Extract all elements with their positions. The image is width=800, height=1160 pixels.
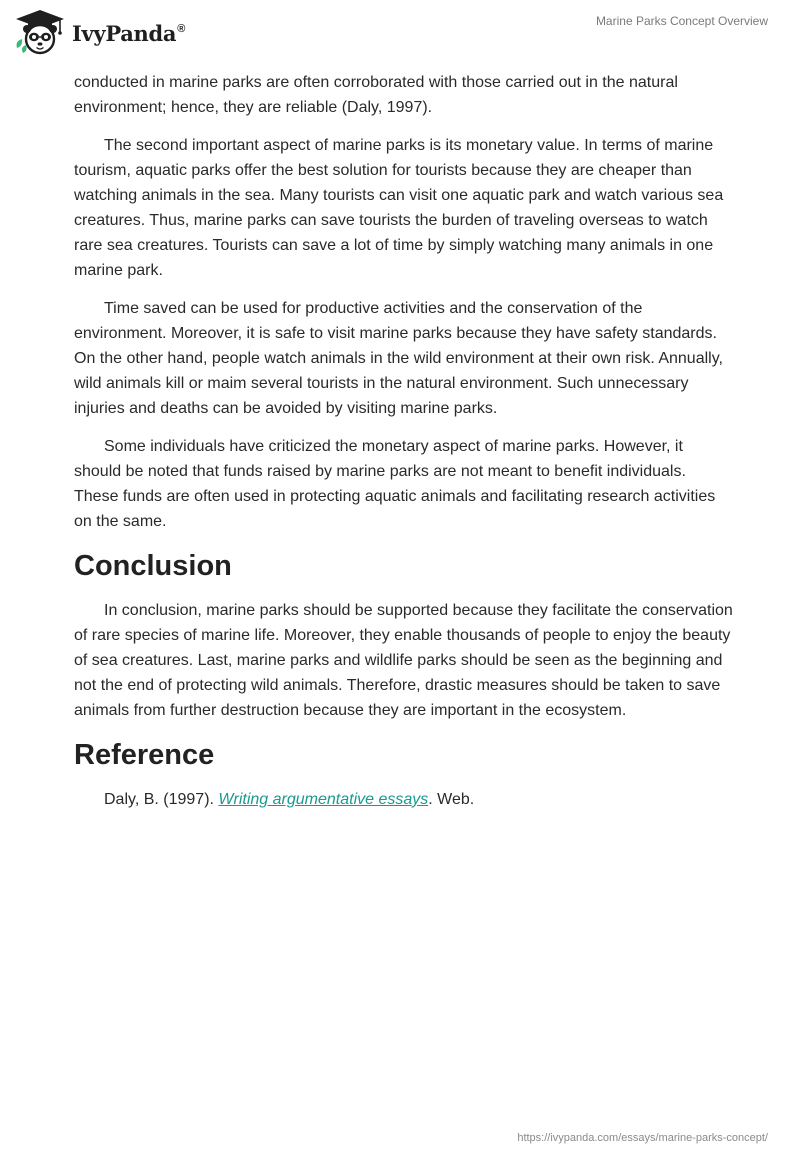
ivypanda-logo[interactable] — [14, 8, 185, 56]
reference-heading: Reference — [74, 739, 215, 771]
paragraph-conclusion: In conclusion, marine parks should be supported because they facilitate the conservation of rare species of marine life. Moreover, they enable thousands of people to enjoy the beauty of sea creatures. Last, marine parks and wildlife parks should be seen as the beginning and not the end of protecting wild animals. Therefore, drastic measures should be taken to save animals from further destruction because they are important in the ecosystem. — [74, 602, 733, 719]
paragraph-monetary-value: The second important aspect of marine parks is its monetary value. In terms of marine tourism, aquatic parks offer the best solution for tourists because they are cheaper than watching animals in the sea. Many tourists can visit one aquatic park and watch various sea creatures. Thus, marine parks can save tourists the burden of traveling overseas to watch rare sea creatures. Tourists can save a lot of time by simply watching many animals in one marine park. — [74, 137, 724, 279]
reference-author-year: Daly, B. (1997). — [104, 791, 219, 808]
registered-mark: ® — [177, 22, 186, 35]
conclusion-heading: Conclusion — [74, 550, 232, 582]
document-title: Marine Parks Concept Overview — [595, 14, 768, 28]
reference-title-link[interactable]: Writing argumentative essays — [218, 791, 429, 808]
brand-name: IvyPanda® — [72, 20, 186, 46]
reference-suffix: . Web. — [428, 791, 475, 808]
panda-graduate-icon — [14, 8, 66, 56]
paragraph-criticism: Some individuals have criticized the monetary aspect of marine parks. However, it should be noted that funds raised by marine parks are not meant to benefit individuals. These funds are often used in protecting aquatic animals and facilitating research activities on the same. — [74, 438, 716, 530]
paragraph-time-saved: Time saved can be used for productive activities and the conservation of the environment. Moreover, it is safe to visit marine parks because they have safety standards. On the other hand, people watch animals in the wild environment at their own risk. Annually, wild animals kill or maim several tourists in the natural environment. Such unnecessary injuries and deaths can be avoided by visiting marine parks. — [74, 300, 723, 417]
page-header — [0, 0, 800, 64]
essay-content — [74, 70, 734, 825]
footer-url[interactable]: https://ivypanda.com/essays/marine-parks-concept/ — [517, 1132, 768, 1144]
paragraph-continuation: conducted in marine parks are often corroborated with those carried out in the natural environment; hence, they are reliable (Daly, 1997). — [74, 74, 678, 116]
reference-entry — [74, 787, 734, 812]
